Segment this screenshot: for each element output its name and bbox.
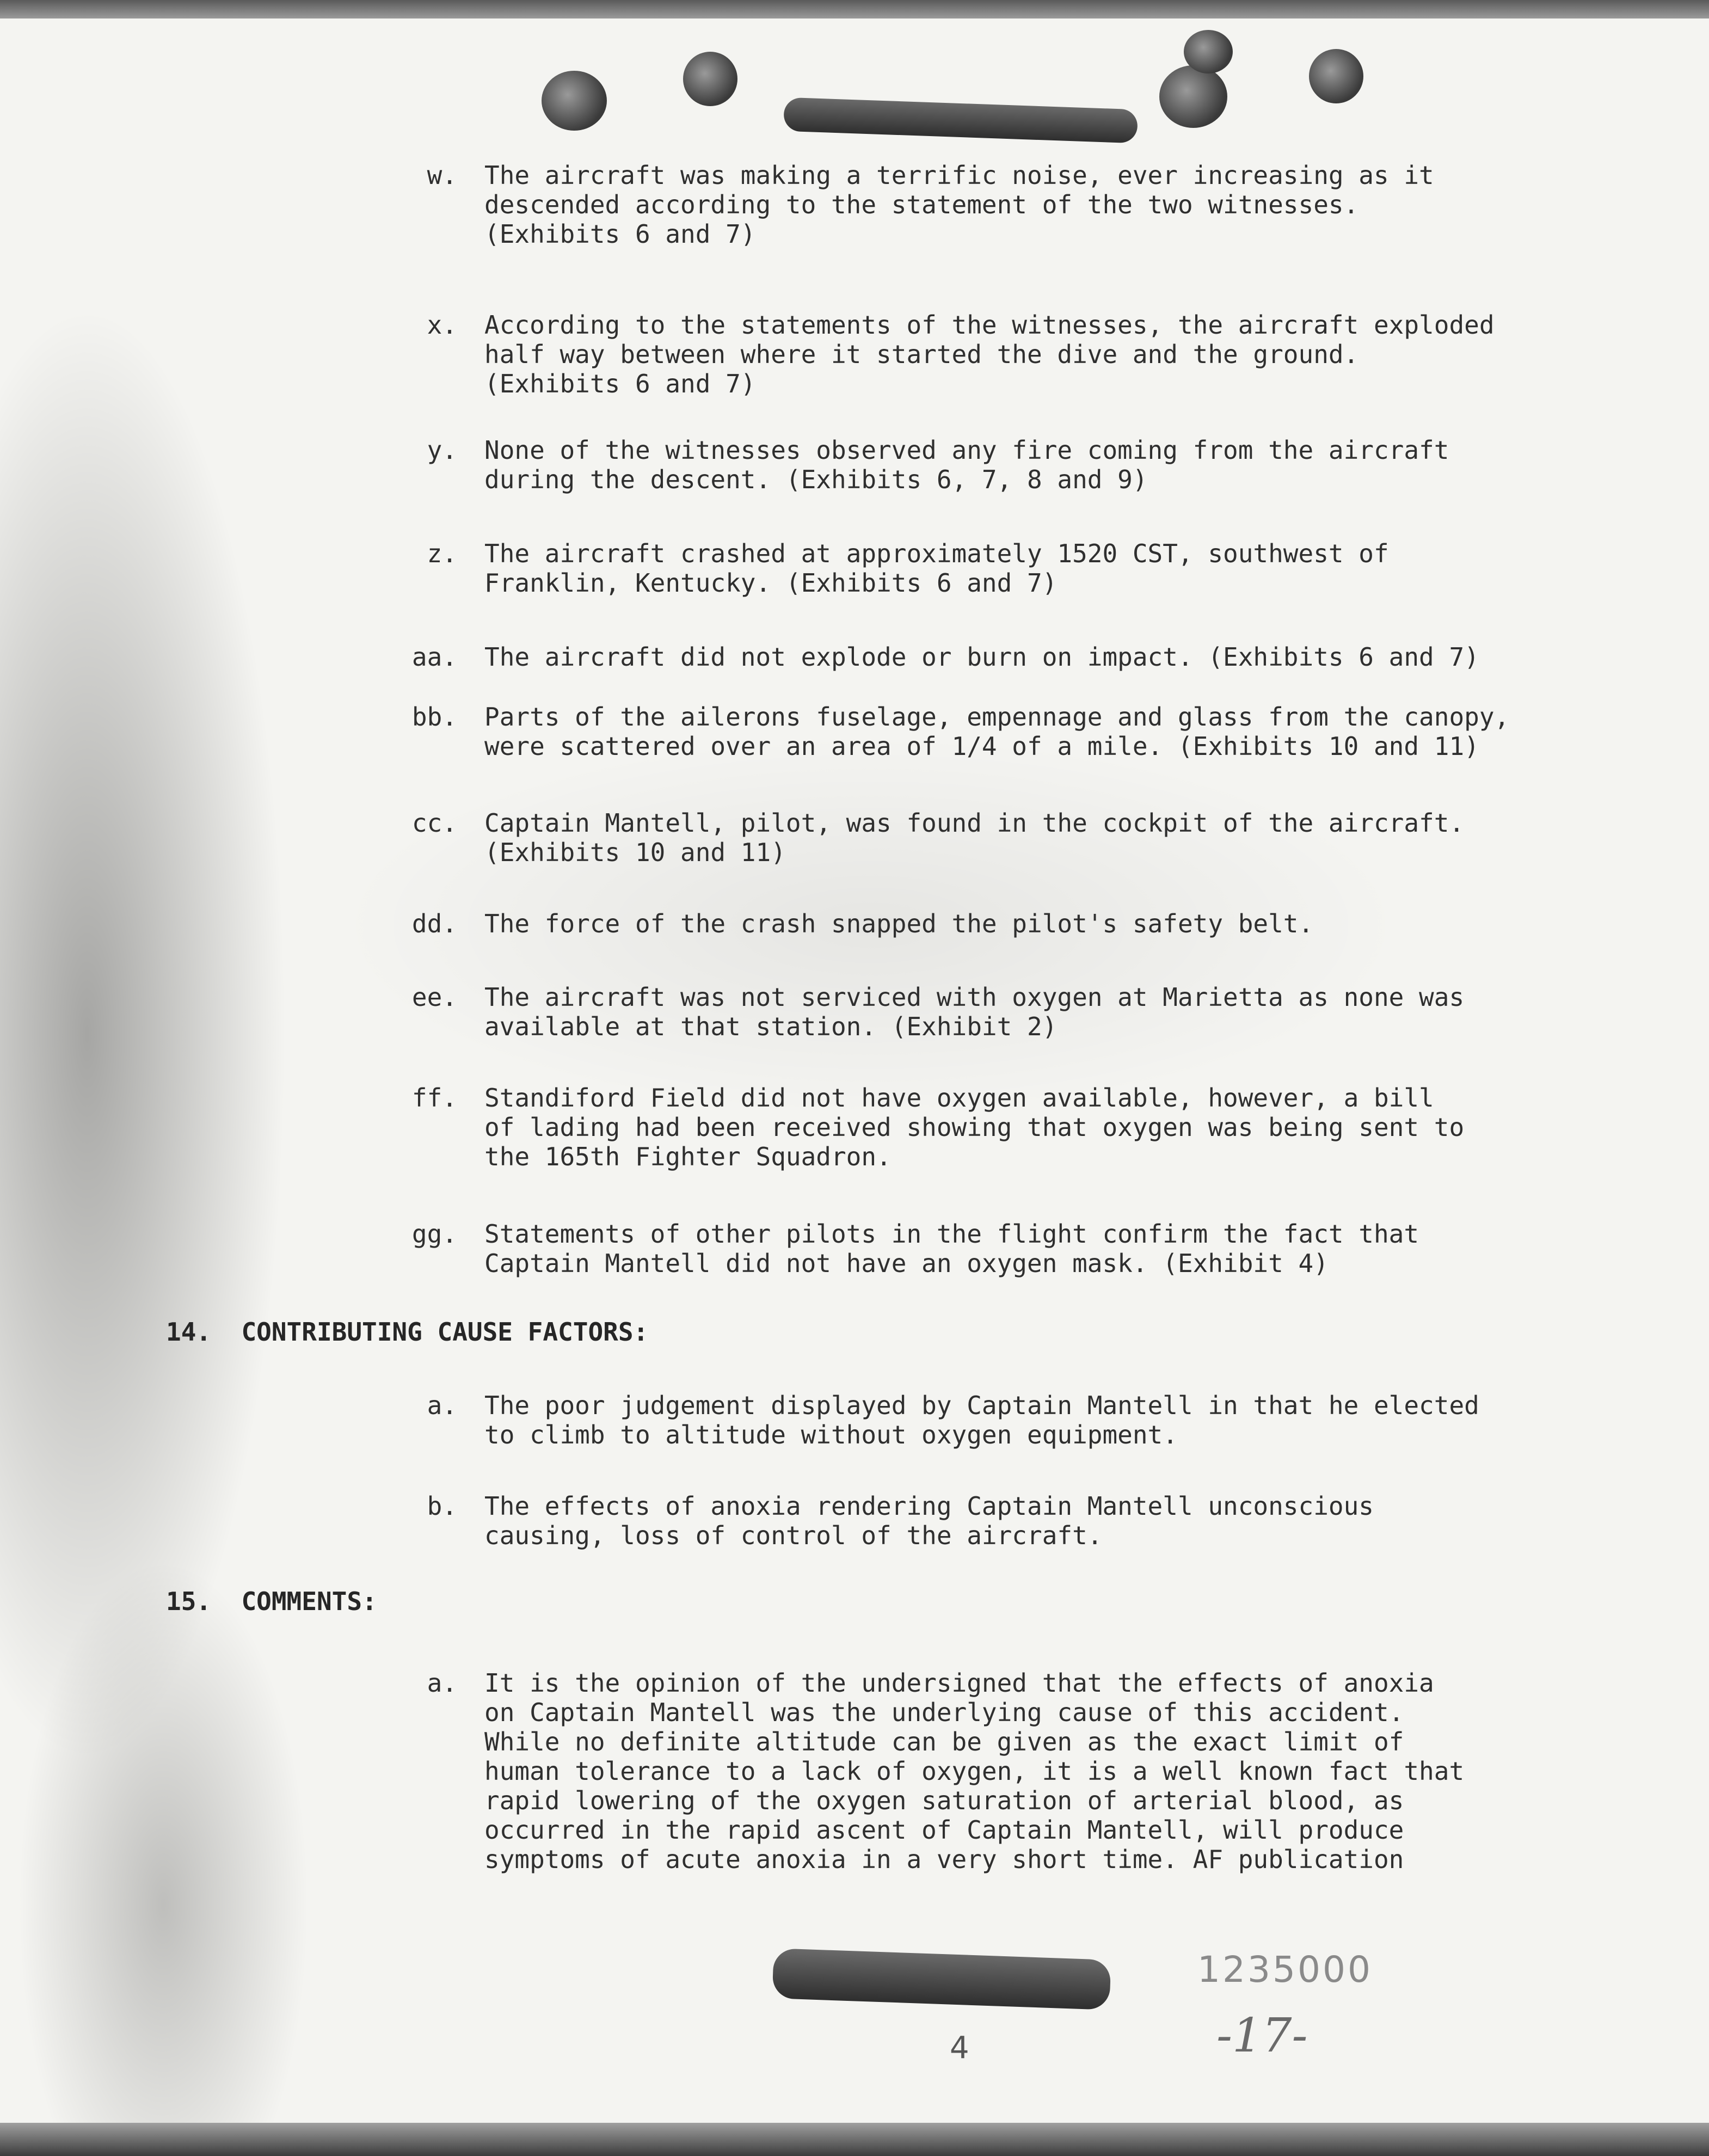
item-label: gg. [411, 1219, 457, 1249]
page-number: 4 [950, 2030, 969, 2066]
item-text-line: symptoms of acute anoxia in a very short time. AF publication [484, 1845, 1404, 1874]
item-text-line: half way between where it started the dive and the ground. [484, 340, 1359, 369]
punch-hole-left-1 [542, 71, 607, 131]
item-text-line: (Exhibits 10 and 11) [484, 838, 786, 867]
item-text-line: The effects of anoxia rendering Captain Mantell unconscious [484, 1491, 1374, 1521]
item-text-line: occurred in the rapid ascent of Captain Mantell, will produce [484, 1815, 1404, 1845]
item-text-line: were scattered over an area of 1/4 of a mile. (Exhibits 10 and 11) [484, 732, 1479, 761]
punch-hole-right-3 [1184, 30, 1233, 73]
item-text-line: during the descent. (Exhibits 6, 7, 8 and 9) [484, 465, 1148, 494]
punch-hole-left-2 [683, 52, 737, 106]
item-text-line: to climb to altitude without oxygen equipment. [484, 1420, 1178, 1449]
scan-bottom-edge [0, 2123, 1709, 2156]
item-label: x. [427, 310, 457, 340]
item-text-line: None of the witnesses observed any fire coming from the aircraft [484, 435, 1449, 465]
item-label: a. [427, 1391, 457, 1420]
item-label: y. [427, 435, 457, 465]
item-text-line: The aircraft was making a terrific noise, ever increasing as it [484, 161, 1434, 190]
item-text-line: The force of the crash snapped the pilot's safety belt. [484, 909, 1314, 938]
section-14-heading: 14. CONTRIBUTING CAUSE FACTORS: [166, 1317, 649, 1347]
item-label: aa. [411, 642, 457, 672]
item-label: dd. [411, 909, 457, 938]
item-text-line: Statements of other pilots in the flight confirm the fact that [484, 1219, 1419, 1249]
item-text-line: Franklin, Kentucky. (Exhibits 6 and 7) [484, 568, 1058, 598]
item-text-line: It is the opinion of the undersigned that the effects of anoxia [484, 1668, 1434, 1698]
item-label: b. [427, 1491, 457, 1521]
item-label: w. [427, 161, 457, 190]
punch-hole-right-2 [1309, 49, 1363, 103]
item-label: z. [427, 539, 457, 568]
item-label: ff. [411, 1083, 457, 1113]
item-text-line: The poor judgement displayed by Captain Mantell in that he elected [484, 1391, 1479, 1420]
item-text-line: on Captain Mantell was the underlying cause of this accident. [484, 1698, 1404, 1727]
item-text-line: human tolerance to a lack of oxygen, it is a well known fact that [484, 1756, 1465, 1786]
item-text-line: The aircraft crashed at approximately 1520 CST, southwest of [484, 539, 1389, 568]
item-text-line: (Exhibits 6 and 7) [484, 219, 756, 249]
redaction-mark-top [783, 97, 1138, 144]
item-text-line: rapid lowering of the oxygen saturation of arterial blood, as [484, 1786, 1404, 1815]
scan-top-edge [0, 0, 1709, 19]
punch-hole-right-1 [1159, 65, 1227, 128]
item-label: cc. [411, 808, 457, 838]
stamp-number: 1235000 [1197, 1949, 1373, 1991]
item-label: bb. [411, 702, 457, 732]
item-text-line: The aircraft was not serviced with oxygen at Marietta as none was [484, 982, 1465, 1012]
redaction-mark-bottom [772, 1948, 1111, 2010]
item-label: ee. [411, 982, 457, 1012]
item-text-line: (Exhibits 6 and 7) [484, 369, 756, 398]
item-text-line: Standiford Field did not have oxygen available, however, a bill [484, 1083, 1434, 1113]
section-15-heading: 15. COMMENTS: [166, 1587, 377, 1616]
item-text-line: While no definite altitude can be given as the exact limit of [484, 1727, 1404, 1756]
item-text-line: Captain Mantell, pilot, was found in the cockpit of the aircraft. [484, 808, 1465, 838]
item-text-line: available at that station. (Exhibit 2) [484, 1012, 1058, 1041]
item-text-line: According to the statements of the witnesses, the aircraft exploded [484, 310, 1495, 340]
handwritten-page-number: -17- [1216, 2008, 1308, 2063]
item-text-line: Parts of the ailerons fuselage, empennage and glass from the canopy, [484, 702, 1510, 732]
item-text-line: descended according to the statement of the two witnesses. [484, 190, 1359, 219]
item-text-line: of lading had been received showing that oxygen was being sent to [484, 1113, 1465, 1142]
item-text-line: causing, loss of control of the aircraft. [484, 1521, 1103, 1550]
item-label: a. [427, 1668, 457, 1698]
item-text-line: the 165th Fighter Squadron. [484, 1142, 892, 1171]
item-text-line: The aircraft did not explode or burn on impact. (Exhibits 6 and 7) [484, 642, 1479, 672]
item-text-line: Captain Mantell did not have an oxygen mask. (Exhibit 4) [484, 1249, 1329, 1278]
